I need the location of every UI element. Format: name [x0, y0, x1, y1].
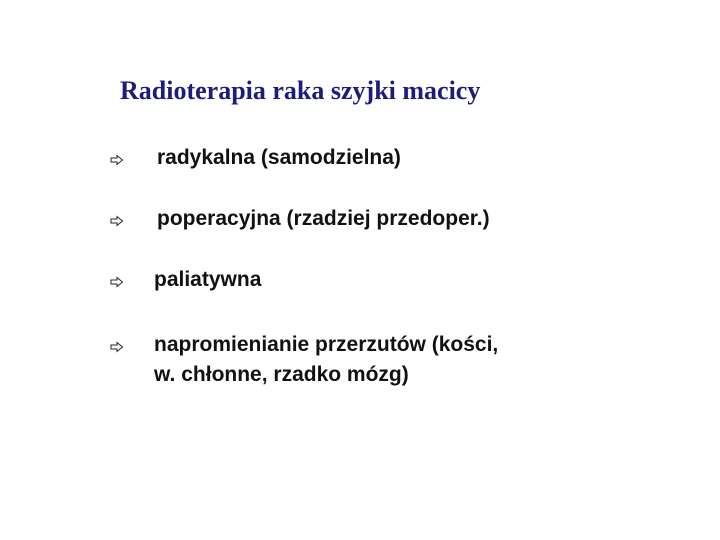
bullet-text: paliatywna [154, 268, 262, 291]
hollow-arrow-icon [110, 215, 124, 227]
bullet-text: poperacyjna (rzadziej przedoper.) [157, 207, 490, 230]
bullet-text-line: w. chłonne, rzadko mózg) [154, 363, 409, 386]
hollow-arrow-icon [110, 154, 124, 166]
hollow-arrow-icon [110, 276, 124, 288]
slide-title: Radioterapia raka szyjki macicy [120, 76, 481, 105]
bullet-text-line: napromienianie przerzutów (kości, [154, 333, 499, 356]
hollow-arrow-icon [110, 341, 124, 353]
bullet-text [154, 330, 498, 390]
bullet-text: radykalna (samodzielna) [157, 146, 401, 169]
